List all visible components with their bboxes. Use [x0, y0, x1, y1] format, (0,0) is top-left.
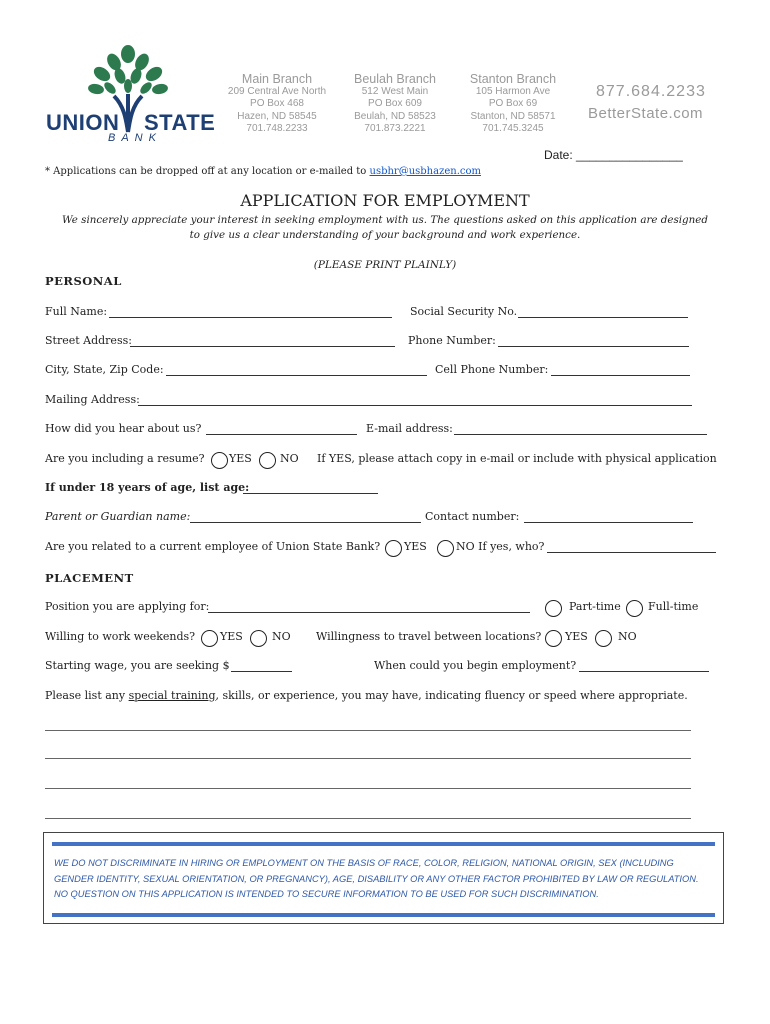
hear-field[interactable] [206, 434, 357, 435]
bank-phone: 877.684.2233 [596, 83, 706, 100]
weekends-no-radio[interactable] [250, 630, 267, 647]
training-line-4[interactable] [45, 818, 691, 819]
city-label: City, State, Zip Code: [45, 363, 164, 376]
full-time-label: Full-time [648, 600, 699, 613]
branch-line: 105 Harmon Ave [475, 86, 551, 97]
under18-label: If under 18 years of age, list age: [45, 481, 250, 494]
resume-yes-radio[interactable] [211, 452, 228, 469]
logo-bank: BANK [108, 132, 162, 144]
disclaimer-bottom-rule [52, 913, 715, 917]
wage-label: Starting wage, you are seeking $ [45, 659, 230, 672]
part-time-label: Part-time [569, 600, 621, 613]
wage-field[interactable] [231, 671, 292, 672]
guardian-label: Parent or Guardian name: [45, 510, 191, 523]
intro-line-2: to give us a clear understanding of your background and work experience. [189, 229, 581, 241]
contact-label: Contact number: [425, 510, 520, 523]
hr-email-link[interactable]: usbhr@usbhazen.com [369, 166, 481, 177]
dropoff-note [45, 166, 481, 177]
mailing-label: Mailing Address: [45, 393, 140, 406]
logo-state: STATE [144, 110, 216, 135]
begin-field[interactable] [579, 671, 709, 672]
position-field[interactable] [208, 612, 530, 613]
training-line-2[interactable] [45, 758, 691, 759]
disclaimer-text: WE DO NOT DISCRIMINATE IN HIRING OR EMPLOYMENT ON THE BASIS OF RACE, COLOR, RELIGION, NATIONAL ORIGIN, SEX (INCLUDING GENDER IDENTITY, SEXUAL ORIENTATION, OR PREGNANCY), AGE, DISABILITY OR ANY OTHER FACTOR PROHIBITED BY LAW OR REGULATION. NO QUESTION ON THIS APPLICATION IS INTENDED TO SECURE INFORMATION TO BE USED FOR SUCH DISCRIMINATION. [54, 858, 699, 900]
phone-label: Phone Number: [408, 334, 496, 347]
cell-field[interactable] [551, 375, 690, 376]
ssn-field[interactable] [518, 317, 688, 318]
travel-no-radio[interactable] [595, 630, 612, 647]
branch-line: 701.745.3245 [482, 122, 544, 134]
related-who-label [456, 540, 544, 553]
travel-yes-radio[interactable] [545, 630, 562, 647]
disclaimer-box [43, 832, 724, 924]
branch-stanton [458, 72, 568, 135]
branch-line: 209 Central Ave North [227, 86, 327, 97]
bank-website: BetterState.com [588, 105, 704, 122]
hear-label: How did you hear about us? [45, 422, 202, 435]
resume-label: Are you including a resume? [45, 452, 205, 465]
print-note: (PLEASE PRINT PLAINLY) [313, 259, 457, 271]
branch-line: Beulah, ND 58523 [354, 110, 436, 122]
training-line-1[interactable] [45, 730, 691, 731]
mailing-field[interactable] [138, 405, 692, 406]
weekends-yes-radio[interactable] [201, 630, 218, 647]
under18-field[interactable] [243, 493, 378, 494]
travel-no-label: NO [618, 630, 637, 643]
related-no-radio[interactable] [437, 540, 454, 557]
position-label: Position you are applying for: [45, 600, 210, 613]
resume-no-label: NO [280, 452, 299, 465]
training-underlined: special training [128, 689, 216, 702]
ssn-label: Social Security No. [410, 305, 518, 318]
disclaimer-top-rule [52, 842, 715, 846]
email-label: E-mail address: [366, 422, 453, 435]
training-label [45, 689, 688, 702]
page-title: APPLICATION FOR EMPLOYMENT [240, 191, 530, 210]
section-personal: PERSONAL [45, 274, 122, 288]
intro-line-1: We sincerely appreciate your interest in seeking employment with us. The questions asked on this application are designed [62, 214, 708, 226]
travel-yes-label: YES [565, 630, 588, 643]
related-yes-label: YES [404, 540, 427, 553]
training-line-3[interactable] [45, 788, 691, 789]
branch-line: 512 West Main [361, 86, 429, 97]
branch-line: PO Box 609 [368, 98, 422, 110]
branch-name: Stanton Branch [469, 72, 557, 86]
date-field[interactable]: Date: ________________ [544, 148, 683, 162]
branch-name: Main Branch [241, 72, 313, 86]
related-label: Are you related to a current employee of Union State Bank? [45, 540, 381, 553]
branch-name: Beulah Branch [353, 72, 436, 86]
weekends-yes-label: YES [220, 630, 243, 643]
contact-field[interactable] [524, 522, 693, 523]
weekends-label: Willing to work weekends? [45, 630, 196, 643]
related-no-label: NO [456, 540, 475, 553]
training-pre: Please list any [45, 689, 129, 702]
branch-line: 701.748.2233 [246, 122, 308, 134]
full-name-label: Full Name: [45, 305, 108, 318]
branch-beulah [340, 72, 450, 135]
weekends-no-label: NO [272, 630, 291, 643]
training-post: , skills, or experience, you may have, indicating fluency or speed where appropriate. [215, 689, 688, 702]
full-name-field[interactable] [109, 317, 392, 318]
resume-yes-label: YES [229, 452, 252, 465]
branch-line: PO Box 468 [250, 98, 304, 110]
travel-label: Willingness to travel between locations? [316, 630, 542, 643]
cell-label: Cell Phone Number: [435, 363, 549, 376]
resume-note: If YES, please attach copy in e-mail or include with physical application [317, 452, 717, 465]
branch-line: 701.873.2221 [364, 122, 426, 134]
guardian-field[interactable] [190, 522, 421, 523]
related-yes-radio[interactable] [385, 540, 402, 557]
city-field[interactable] [166, 375, 427, 376]
resume-no-radio[interactable] [259, 452, 276, 469]
email-field[interactable] [454, 434, 707, 435]
street-label: Street Address: [45, 334, 132, 347]
full-time-radio[interactable] [626, 600, 643, 617]
section-placement: PLACEMENT [45, 571, 134, 585]
street-field[interactable] [130, 346, 395, 347]
branch-line: PO Box 69 [488, 98, 538, 110]
dropoff-text: * Applications can be dropped off at any location or e-mailed to [45, 166, 370, 177]
bank-logo [44, 44, 214, 146]
logo-union: UNION [46, 110, 120, 135]
branch-main [222, 72, 332, 135]
begin-label: When could you begin employment? [374, 659, 577, 672]
related-who-text: If yes, who? [478, 540, 545, 553]
part-time-radio[interactable] [545, 600, 562, 617]
related-who-field[interactable] [547, 552, 716, 553]
phone-field[interactable] [498, 346, 689, 347]
branch-line: Hazen, ND 58545 [237, 110, 317, 122]
branch-line: Stanton, ND 58571 [470, 110, 556, 122]
